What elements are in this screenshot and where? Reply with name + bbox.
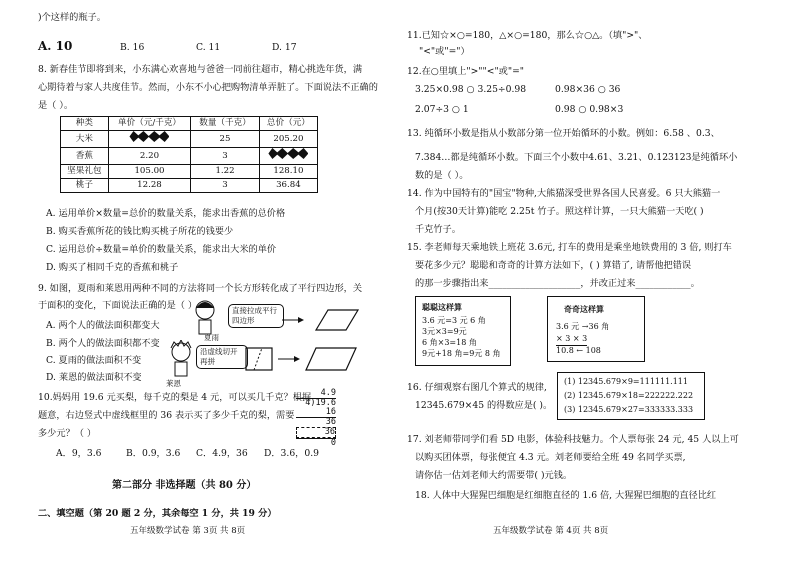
parallelogram-transform-1 xyxy=(280,306,360,334)
qiqi-step: 10.8 ← 108 xyxy=(556,346,601,355)
part2-heading: 第二部分 非选择题（共 80 分） xyxy=(112,480,257,491)
ink-blot xyxy=(259,148,317,165)
q17-line3: 请你估一估刘老师大约需要带( )元钱。 xyxy=(415,470,573,481)
q10-option-d: D．3.6，0.9 xyxy=(264,448,319,459)
division-dividend: 4)19.6 xyxy=(296,398,336,408)
q9-option-a: A. 两个人的做法面积都变大 xyxy=(46,320,160,331)
division-remainder: 0 xyxy=(296,438,336,448)
q7-option-b: B. 16 xyxy=(120,42,145,53)
table-cell: 12.28 xyxy=(108,179,191,193)
pattern-line: (1) 12345.679×9=111111.111 xyxy=(564,377,688,386)
q12-item-3: 2.07÷3 ○ 1 xyxy=(415,104,469,115)
congcong-title: 聪聪这样算 xyxy=(422,302,462,312)
pattern-line: (3) 12345.679×27=333333.333 xyxy=(564,405,694,414)
q7-option-c: C. 11 xyxy=(196,42,221,53)
table-cell: 3 xyxy=(191,179,260,193)
boy-name-label: 莱恩 xyxy=(166,379,181,388)
ink-blot xyxy=(108,131,191,148)
q18-line1: 18. 人体中大猩猩巴细胞是红细胞直径的 1.6 倍, 大猩猩巴细胞的直径比红 xyxy=(415,490,717,501)
q10-option-a: A．9，3.6 xyxy=(56,448,102,459)
qiqi-method-box xyxy=(547,296,645,362)
q12-heading: 12.在○里填上">""<"或"=" xyxy=(407,66,525,77)
q9-line1: 9. 如图，夏雨和莱恩用两种不同的方法将同一个长方形转化成了平行四边形，关 xyxy=(38,283,363,294)
division-quotient: 4.9 xyxy=(320,388,336,398)
q10-line2: 题意，右边竖式中虚线框里的 36 表示买了多少千克的梨，需要 xyxy=(38,410,295,421)
table-row xyxy=(61,148,318,165)
congcong-step: 6 角×3=18 角 xyxy=(422,338,477,347)
page-footer-right: 五年级数学试卷 第 4页 共 8页 xyxy=(493,526,609,536)
q13-line2: 7.384…都是纯循环小数。下面三个小数中4.61、3.21、0.123123是纯循环小 xyxy=(415,152,738,163)
q15-line1: 15. 李老师每天乘地铁上班花 3.6元, 打车的费用是乘坐地铁费用的 3 倍, 则打车 xyxy=(407,242,732,253)
q10-line3: 多少元？（ ） xyxy=(38,428,97,439)
q12-item-2: 0.98×36 ○ 36 xyxy=(555,84,621,95)
q16-line1: 16. 仔细观察右图几个算式的规律, xyxy=(407,382,547,393)
table-cell: 128.10 xyxy=(259,165,317,179)
qiqi-step: × 3 × 3 xyxy=(556,333,587,346)
table-header xyxy=(61,117,318,131)
table-header-cell: 种类 xyxy=(61,117,109,131)
table-row xyxy=(61,165,318,179)
pattern-line: (2) 12345.679×18=222222.222 xyxy=(564,391,694,400)
table-cell: 桃子 xyxy=(61,179,109,193)
q8-option-b: B. 购买香蕉所花的钱比购买桃子所花的钱要少 xyxy=(46,226,234,237)
q10-option-c: C．4.9，36 xyxy=(196,448,248,459)
q8-option-d: D. 购买了相同千克的香蕉和桃子 xyxy=(46,262,179,273)
table-cell: 205.20 xyxy=(259,131,317,148)
q8-line3: 是（ ）。 xyxy=(38,100,74,111)
section2-heading: 二、填空题（第 20 题 2 分，其余每空 1 分，共 19 分） xyxy=(38,508,277,519)
q12-item-1: 3.25×0.98 ○ 3.25÷0.98 xyxy=(415,84,527,95)
q9-option-c: C. 夏雨的做法面积不变 xyxy=(46,355,142,366)
shopping-table xyxy=(60,116,318,193)
q14-line3: 千克竹子。 xyxy=(415,224,461,235)
table-row xyxy=(61,179,318,193)
q14-line1: 14. 作为中国特有的"国宝"物种,大熊猫深受世界各国人民喜爱。6 只大熊猫一 xyxy=(407,188,721,199)
q8-option-a: A. 运用单价×数量=总价的数量关系，能求出香蕉的总价格 xyxy=(46,208,286,219)
congcong-step: 3元×3=9元 xyxy=(422,327,467,336)
table-row xyxy=(61,131,318,148)
q9-option-d: D. 莱恩的做法面积不变 xyxy=(46,372,142,383)
congcong-step: 3.6 元=3 元 6 角 xyxy=(422,316,486,325)
q10-line1: 10.妈妈用 19.6 元买梨，每千克的梨是 4 元，可以买几千克？根据 xyxy=(38,392,312,403)
q16-pattern-box xyxy=(557,372,705,420)
congcong-method-box xyxy=(415,296,511,366)
table-cell: 105.00 xyxy=(108,165,191,179)
table-cell: 香蕉 xyxy=(61,148,109,165)
q17-line1: 17. 刘老师带同学们看 5D 电影，体验科技魅力。个人票每张 24 元, 45 人以上可 xyxy=(407,434,739,445)
q9-line2: 于面积的变化，下面说法正确的是（ ） xyxy=(38,300,198,311)
q8-option-c: C. 运用总价÷数量=单价的数量关系，能求出大米的单价 xyxy=(46,244,277,255)
q11-line1: 11.已知☆×○=180，△×○=180，那么☆○△。（填">"、 xyxy=(407,30,648,41)
table-cell: 1.22 xyxy=(191,165,260,179)
long-division xyxy=(296,389,336,448)
table-cell: 36.84 xyxy=(259,179,317,193)
q14-line2: 个月(按30天计算)能吃 2.25t 竹子。照这样计算，一只大熊猫一天吃( ) xyxy=(415,206,704,217)
table-header-cell: 总价（元） xyxy=(259,117,317,131)
q17-line2: 以购买团体票，每张便宜 4.3 元。刘老师要给全班 49 名同学买票, xyxy=(415,452,686,463)
division-dashed-box: 36 xyxy=(296,427,336,438)
qiqi-title: 奇奇这样算 xyxy=(564,304,604,314)
division-step: 36 xyxy=(296,417,336,427)
table-cell: 3 xyxy=(191,148,260,165)
speech-bubble-1: 直接拉成平行四边形 xyxy=(228,304,284,328)
q9-option-b: B. 两个人的做法面积都不变 xyxy=(46,338,160,349)
speech-bubble-2: 沿虚线切开再拼 xyxy=(196,345,248,369)
q11-line2: "<"或"="） xyxy=(419,46,470,57)
q13-line3: 数的是（ ）。 xyxy=(415,170,469,181)
q8-line1: 8. 新春佳节即将到来，小东满心欢喜地与爸爸一同前往超市，精心挑选年货，满 xyxy=(38,64,363,75)
parallelogram-transform-2 xyxy=(244,342,364,376)
table-header-cell: 数量（千克） xyxy=(191,117,260,131)
table-cell: 坚果礼包 xyxy=(61,165,109,179)
boy-figure-icon xyxy=(166,340,196,380)
q7-tail: )个这样的瓶子。 xyxy=(38,12,106,23)
page-footer-left: 五年级数学试卷 第 3页 共 8页 xyxy=(130,526,246,536)
division-step: 16 xyxy=(325,407,336,417)
q12-item-4: 0.98 ○ 0.98×3 xyxy=(555,104,624,115)
right-page xyxy=(397,0,794,561)
q13-line1: 13. 纯循环小数是指从小数部分第一位开始循环的小数。例如：6.58 、0.3、 xyxy=(407,128,720,139)
q16-line2: 12345.679×45 的得数应是( )。 xyxy=(415,400,553,411)
q10-option-b: B．0.9，3.6 xyxy=(126,448,181,459)
q8-line2: 心期待着与家人共度佳节。然而，小东不小心把购物清单弄脏了。下面说法不正确的 xyxy=(38,82,378,93)
ink-blot-icon xyxy=(129,131,169,142)
table-header-cell: 单价（元/千克） xyxy=(108,117,191,131)
table-cell: 25 xyxy=(191,131,260,148)
table-cell: 大米 xyxy=(61,131,109,148)
qiqi-step: 3.6 元 →36 角 xyxy=(556,322,610,331)
ink-blot-icon xyxy=(268,148,308,159)
congcong-step: 9元+18 角=9元 8 角 xyxy=(422,349,501,358)
q15-line2: 要花多少元？聪聪和奇奇的计算方法如下，( ) 算错了, 请帮他把错误 xyxy=(415,260,692,271)
q7-option-d: D. 17 xyxy=(272,42,297,53)
table-cell: 2.20 xyxy=(108,148,191,165)
q7-option-a: A. 10 xyxy=(38,39,73,53)
girl-name-label: 夏雨 xyxy=(204,333,219,342)
q15-line3: 的那一步骤指出来____________________，并改正过来____________。 xyxy=(415,278,700,289)
